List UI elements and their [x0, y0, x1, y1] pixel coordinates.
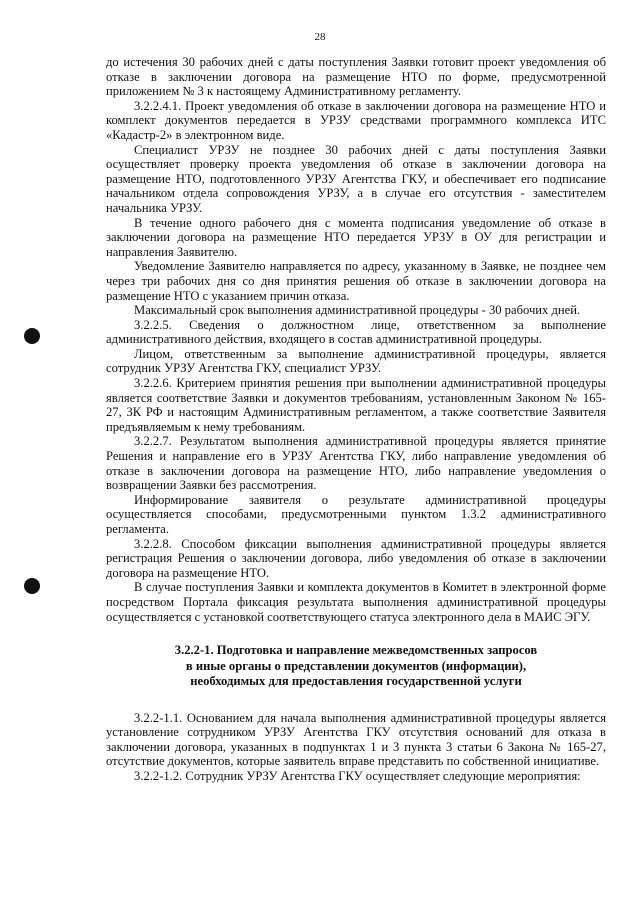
paragraph: до истечения 30 рабочих дней с даты поступления Заявки готовит проект уведомления об отказе в заключении договора на размещение НТО по форме, предусмотренной приложением № 3 к настоящему Административному регламенту. [106, 55, 606, 99]
document-body [106, 55, 606, 784]
page-number: 28 [314, 31, 326, 43]
paragraph-group-top [106, 55, 606, 624]
paragraph: Информирование заявителя о результате административной процедуры осуществляется способами, предусмотренными пунктом 1.3.2 административного регламента. [106, 492, 606, 536]
paragraph: 3.2.2.5. Сведения о должностном лице, ответственном за выполнение административного действия, входящего в состав административной процедуры. [106, 317, 606, 347]
paragraph: 3.2.2.8. Способом фиксации выполнения административной процедуры является регистрация Решения о заключении договора, либо уведомления об отказе в заключении договора на размещение НТО. [106, 536, 606, 580]
paragraph: Уведомление Заявителю направляется по адресу, указанному в Заявке, не позднее чем через три рабочих дня со дня принятия решения об отказе в заключении договора на размещение НТО с указанием причин отказа. [106, 259, 606, 303]
paragraph: 3.2.2-1.2. Сотрудник УРЗУ Агентства ГКУ осуществляет следующие мероприятия: [134, 769, 581, 784]
paragraph: В случае поступления Заявки и комплекта документов в Комитет в электронной форме посредством Портала фиксация результата выполнения административной процедуры осуществляется с установкой соответствующего статуса электронного дела в МАИС ЭГУ. [106, 580, 606, 624]
paragraph: 3.2.2.4.1. Проект уведомления об отказе в заключении договора на размещение НТО и комплект документов передается в УРЗУ средствами программного комплекса ИТС «Кадастр-2» в электронном виде. [106, 98, 606, 142]
section-heading [106, 643, 606, 690]
paragraph: 3.2.2.6. Критерием принятия решения при выполнении административной процедуры является соответствие Заявки и документов требованиям, установленным Законом № 165-27, ЗК РФ и настоящим Административным регламентом, а также соответствие Заявителя предъявляемым к нему требованиям. [106, 376, 606, 434]
paragraph: Специалист УРЗУ не позднее 30 рабочих дней с даты поступления Заявки осуществляет проверку проекта уведомления об отказе в заключении договора на размещение НТО, подготовленного УРЗУ Агентства ГКУ, и обеспечивает его подписание начальником отдела сопровождения УРЗУ, а в случае его отсутствия - заместителем начальника УРЗУ. [106, 142, 606, 215]
paragraph: В течение одного рабочего дня с момента подписания уведомление об отказе в заключении договора на размещение НТО передается УРЗУ в ОУ для регистрации и направления Заявителю. [106, 215, 606, 259]
paragraph: Лицом, ответственным за выполнение административной процедуры, является сотрудник УРЗУ Агентства ГКУ, специалист УРЗУ. [106, 346, 606, 376]
section-heading-line-1: 3.2.2-1. Подготовка и направление межведомственных запросов [174, 643, 538, 658]
paragraph: 3.2.2.7. Результатом выполнения административной процедуры является принятие Решения и направление его в УРЗУ Агентства ГКУ, либо направление уведомления об отказе в заключении договора на размещение НТО, либо направление уведомления о возвращении Заявки без рассмотрения. [106, 434, 606, 493]
paragraph: Максимальный срок выполнения административной процедуры - 30 рабочих дней. [134, 303, 581, 318]
paragraph: 3.2.2-1.1. Основанием для начала выполнения административной процедуры является установление сотрудником УРЗУ Агентства ГКУ отсутствия оснований для отказа в заключении договора, указанных в подпунктах 1 и 3 пункта 3 статьи 6 Закона № 165-27, отсутствие документов, которые заявитель вправе представить по собственной инициативе. [106, 710, 606, 769]
punch-hole-bottom [24, 578, 40, 594]
section-heading-line-2: в иные органы о представлении документов (информации), [185, 658, 527, 673]
punch-hole-top [24, 328, 40, 344]
section-heading-line-3: необходимых для предоставления государственной услуги [190, 674, 522, 689]
paragraph-group-bottom [106, 711, 606, 784]
